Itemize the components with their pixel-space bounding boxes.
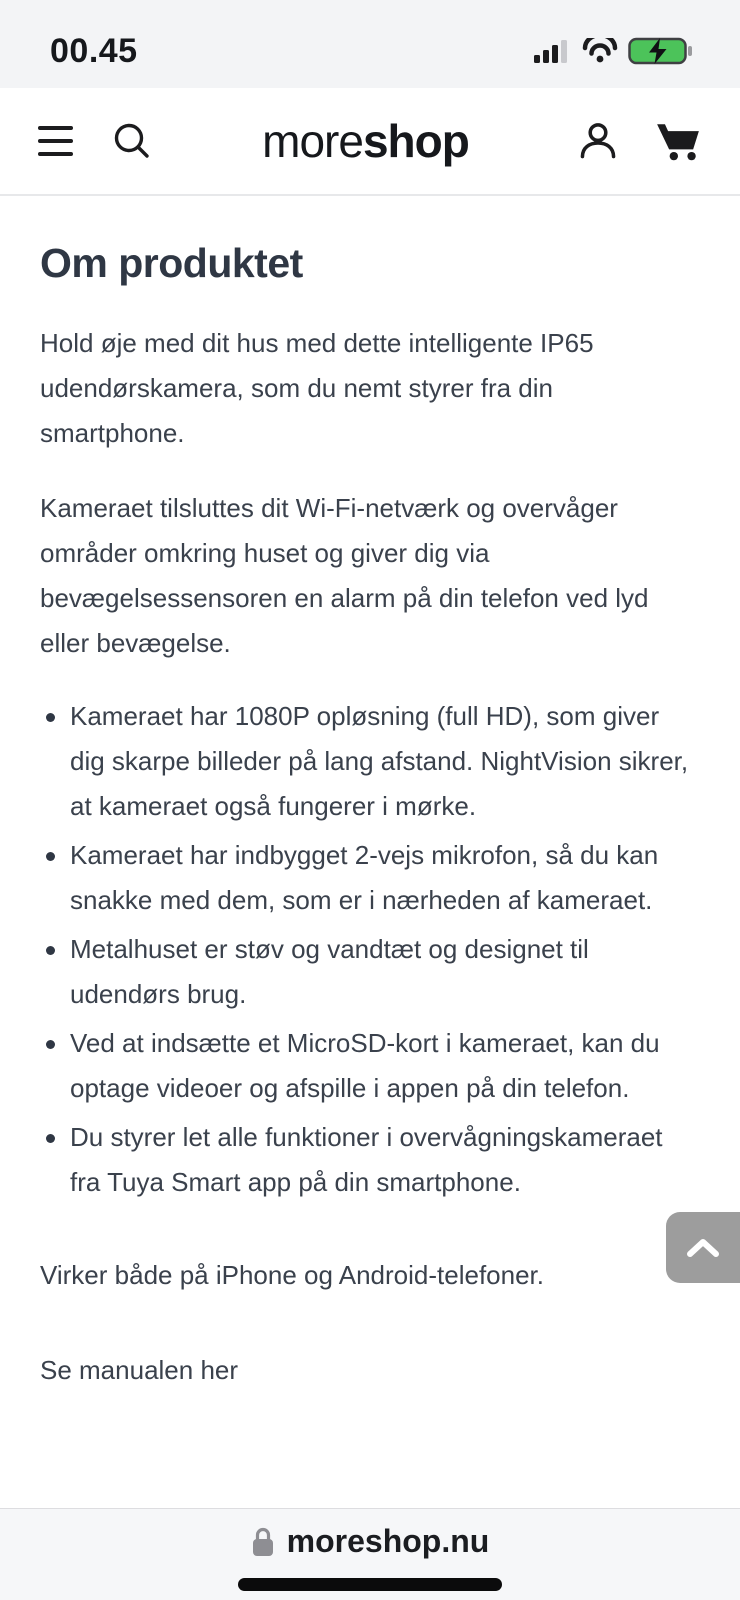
scroll-to-top-button[interactable] xyxy=(666,1212,740,1283)
menu-icon[interactable] xyxy=(38,126,73,156)
list-item: Kameraet har indbygget 2-vejs mikrofon, så du kan snakke med dem, som er i nærheden af kameraet. xyxy=(40,833,700,923)
compatibility-note: Virker både på iPhone og Android-telefoner. xyxy=(40,1260,544,1290)
list-item: Du styrer let alle funktioner i overvågningskameraet fra Tuya Smart app på din smartphone. xyxy=(40,1115,700,1205)
paragraph-wifi: Kameraet tilsluttes dit Wi-Fi-netværk og overvåger områder omkring huset og giver dig via bevægelsessensoren en alarm på din telefon ved lyd eller bevægelse. xyxy=(40,493,649,658)
cellular-signal-icon xyxy=(534,39,572,63)
status-icons xyxy=(534,36,694,66)
paragraph-intro: Hold øje med dit hus med dette intelligente IP65 udendørskamera, som du nemt styrer fra din smartphone. xyxy=(40,328,594,448)
lock-icon xyxy=(251,1526,275,1558)
url-bar[interactable] xyxy=(0,1509,740,1560)
cart-icon[interactable] xyxy=(654,120,702,162)
list-item: Ved at indsætte et MicroSD-kort i kameraet, kan du optage videoer og afspille i appen på din telefon. xyxy=(40,1021,700,1111)
logo-bold-part: shop xyxy=(362,115,469,167)
site-header xyxy=(0,88,740,196)
page-title: Om produktet xyxy=(40,240,303,286)
home-indicator[interactable] xyxy=(238,1578,502,1591)
battery-charging-icon xyxy=(628,36,694,66)
chevron-up-icon xyxy=(685,1236,721,1260)
feature-list xyxy=(40,694,700,1205)
wifi-icon xyxy=(582,38,618,64)
url-text: moreshop.nu xyxy=(286,1523,490,1559)
truncated-line: Se manualen her xyxy=(40,1355,239,1385)
browser-bottom-bar xyxy=(0,1508,740,1600)
status-time: 00.45 xyxy=(50,31,138,70)
status-bar xyxy=(0,0,740,88)
list-item: Kameraet har 1080P opløsning (full HD), som giver dig skarpe billeder på lang afstand. NightVision sikrer, at kameraet også fungerer i mørke. xyxy=(40,694,700,829)
logo-light-part: more xyxy=(262,115,363,167)
moreshop-logo[interactable] xyxy=(153,114,578,168)
account-icon[interactable] xyxy=(578,121,618,161)
search-icon[interactable] xyxy=(111,120,153,162)
list-item: Metalhuset er støv og vandtæt og designet til udendørs brug. xyxy=(40,927,700,1017)
product-description xyxy=(0,196,740,1393)
